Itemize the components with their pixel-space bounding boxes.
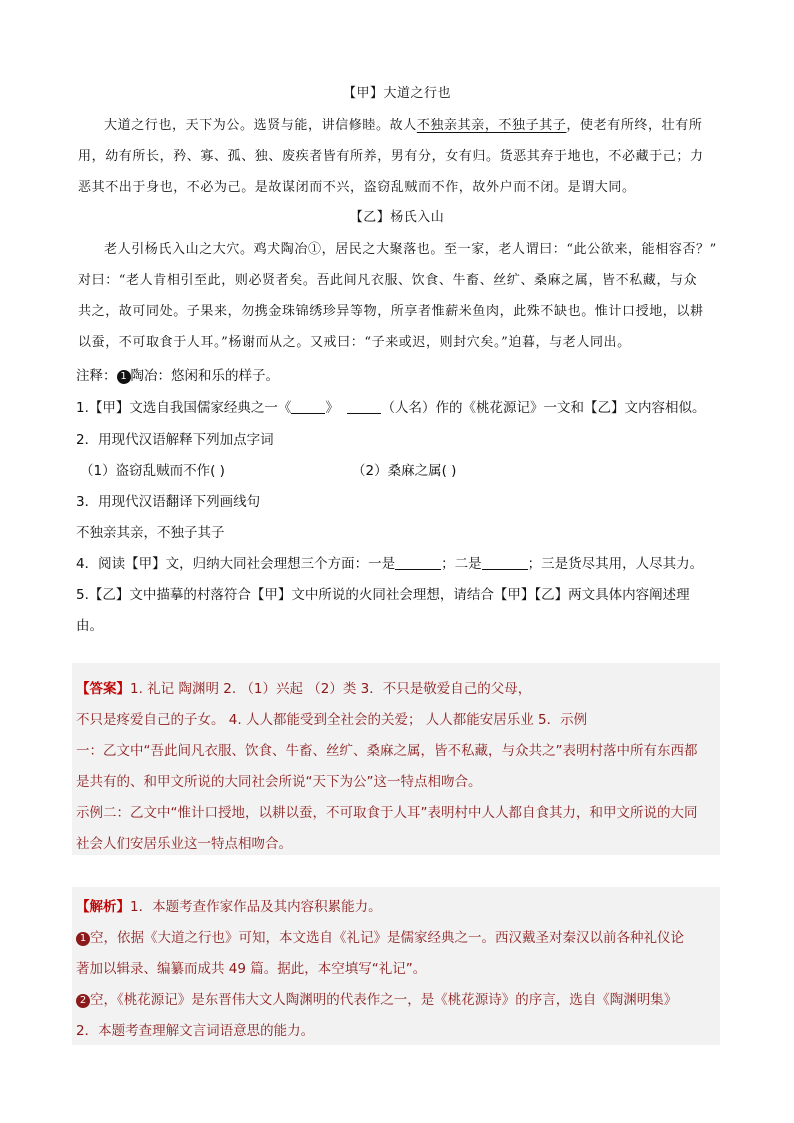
answer-line-5: 示例二：乙文中“惟计口授地，以耕以蚕，不可取食于人耳”表明村中人人都自食其力，和甲文所说的大同 [76,805,698,821]
note: 注释： 1 陶冶：悠闲和乐的样子。 [76,368,279,384]
passage-jia-line-2: 用，幼有所长，矜、寡、孤、独、废疾者皆有所养，男有分，女有归。货恶其弃于地也，不必藏于己；力 [78,149,704,164]
passage-jia-text [78,110,718,203]
answer-blank[interactable] [482,555,528,570]
circled-number-icon: 1 [76,932,90,946]
analysis-line-5: 2．本题考查理解文言词语意思的能力。 [76,1023,315,1039]
passage-yi-title: 【乙】杨氏入山 [349,210,445,225]
passage-yi-line-2: 对曰：“老人肯相引至此，则必贤者矣。吾此间凡衣服、饮食、牛畜、丝纩、桑麻之属，皆不私藏，与众 [78,273,698,288]
circled-number-icon: 2 [76,994,90,1008]
question-5-line-1: 5.【乙】文中描摹的村落符合【甲】文中所说的火同社会理想，请结合【甲】【乙】两文具体内容阐述理 [76,587,690,603]
passage-yi-line-1: 老人引杨氏入山之大穴。鸡犬陶冶①，居民之大聚落也。至一家，老人谓曰：“此公欲来，能相容否？” [104,242,717,257]
question-2-item-2: （2）桑麻之属( ) [352,463,457,479]
passage-yi-line-3: 共之，故可同处。子果来，勿携金珠锦绣珍异等物，所享者惟薪米鱼肉，此殊不缺也。惟计口授地，以耕 [78,304,704,319]
answer-line-4: 是共有的、和甲文所说的大同社会所说“天下为公”这一特点相吻合。 [76,774,482,790]
analysis-line-1: 【解析】1．本题考查作家作品及其内容积累能力。 [76,899,382,915]
question-3-sentence: 不独亲其亲，不独子其子 [76,525,225,541]
analysis-line-4: 2 空，《桃花源记》是东晋伟大文人陶渊明的代表作之一，是《桃花源诗》的序言，选自《陶渊明集》 [76,988,722,1008]
question-2: 2．用现代汉语解释下列加点字词 [76,432,274,448]
passage-jia-line-1: 大道之行也，天下为公。选贤与能，讲信修睦。故人不独亲其亲，不独子其子，使老有所终，壮有所 [104,118,703,133]
question-1: 1.【甲】文选自我国儒家经典之一《 》 （人名）作的《桃花源记》一文和【乙】文内容相似。 [76,400,706,416]
passage-jia-title: 【甲】大道之行也 [342,86,451,101]
question-3: 3．用现代汉语翻译下列画线句 [76,494,261,510]
question-4: 4．阅读【甲】文，归纳大同社会理想三个方面：一是 ；二是 ；三是货尽其用，人尽其力。 [76,556,704,572]
analysis-tag: 【解析】 [76,899,130,915]
question-2-item-1: （1）盗窃乱贼而不作( ) [80,463,225,479]
answer-line-3: 一：乙文中“吾此间凡衣服、饮食、牛畜、丝纩、桑麻之属，皆不私藏，与众共之”表明村落中所有东西都 [76,743,698,759]
answer-line-1: 【答案】1. 礼记 陶渊明 2. （1）兴起 （2）类 3．不只是敬爱自己的父母， [76,681,532,697]
answer-line-6: 社会人们安居乐业这一特点相吻合。 [76,836,292,852]
passage-yi-text [78,234,718,358]
question-5-line-2: 由。 [76,618,103,634]
underlined-sentence: 不独亲其亲，不独子其子 [416,118,567,133]
answer-line-2: 不只是疼爱自己的子女。 4. 人人都能受到全社会的关爱； 人人都能安居乐业 5．示例 [76,712,588,728]
passage-jia-line-3: 恶其不出于身也，不必为己。是故谋闭而不兴，盗窃乱贼而不作，故外户而不闭。是谓大同。 [78,180,636,195]
answer-blank[interactable] [291,399,325,414]
passage-yi-line-4: 以蚕，不可取食于人耳。”杨谢而从之。又戒曰：“子来或迟，则封穴矣。”迫暮，与老人同出。 [78,335,631,350]
answer-blank[interactable] [395,555,441,570]
circled-number-icon: 1 [117,370,131,384]
analysis-line-3: 著加以辑录、编纂而成共 49 篇。据此，本空填写“礼记”。 [76,961,427,977]
analysis-line-2: 1 空，依据《大道之行也》可知，本文选自《礼记》是儒家经典之一。西汉戴圣对秦汉以前各种礼仪论 [76,926,722,946]
answer-blank[interactable] [347,399,381,414]
answer-tag: 【答案】 [76,681,130,697]
